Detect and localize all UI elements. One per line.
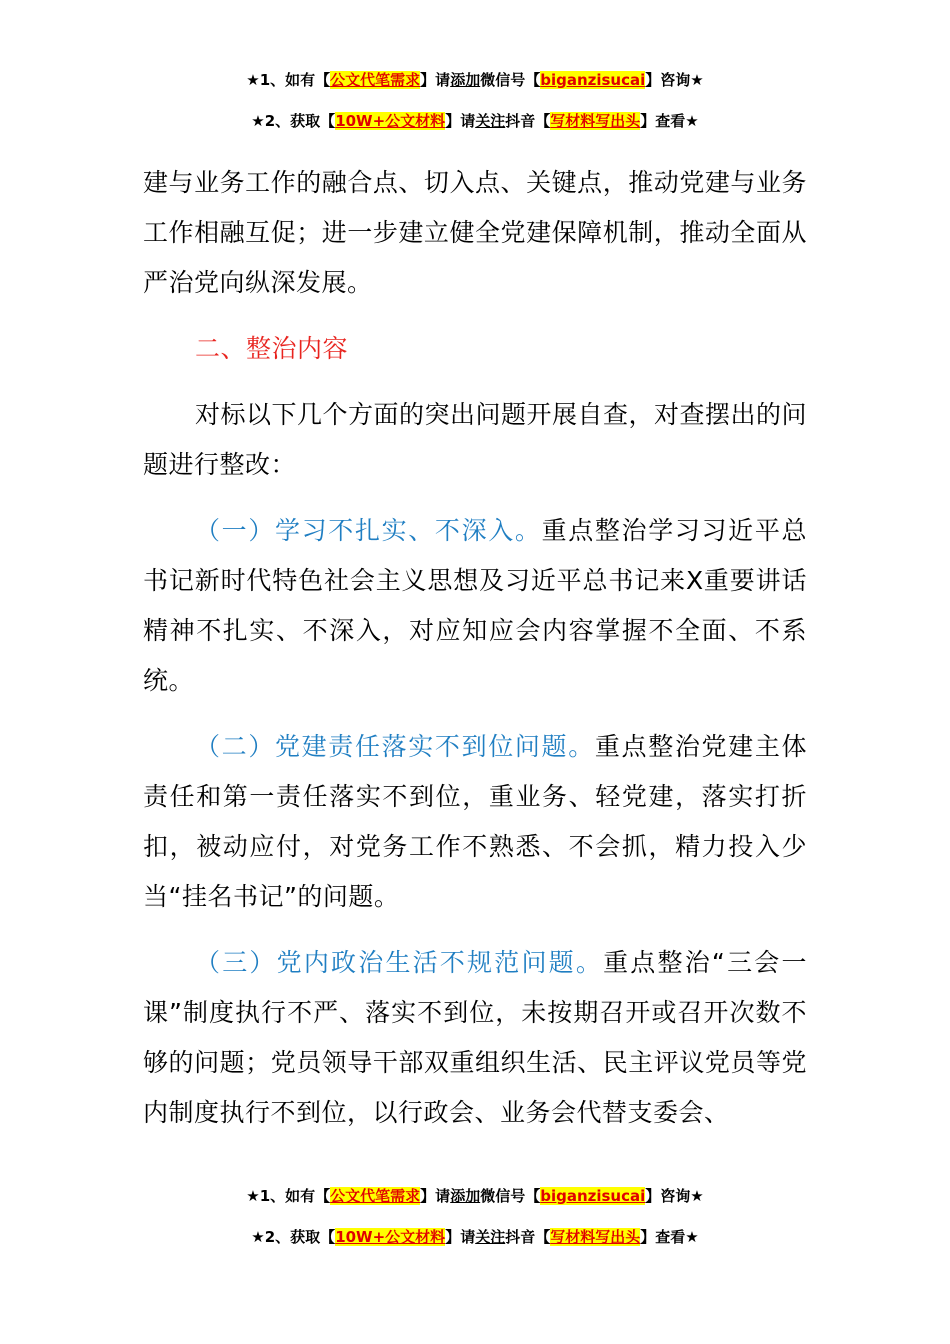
bottom-banner-line-2 — [0, 1227, 950, 1247]
list-item — [143, 938, 807, 1138]
paragraph-intro: 对标以下几个方面的突出问题开展自查，对查摆出的问题进行整改： — [143, 400, 808, 479]
item-title: （二）党建责任落实不到位问题。 — [195, 732, 595, 761]
banner-text: 抖音【 — [505, 1228, 551, 1246]
banner-highlight-ghostwriting: 公文代笔需求 — [330, 71, 421, 89]
banner-suffix: 】查看★ — [640, 1228, 699, 1246]
item-text: 重点整治“三会一课”制度执行不严、落实不到位，未按期召开或召开次数不够的问题；党员领导干部双重组织生活、民主评议党员等党内制度执行不到位，以行政会、业务会代替支委会、 — [143, 948, 807, 1127]
banner-highlight-materials: 10W+公文材料 — [335, 1228, 446, 1246]
banner-prefix: ★1、如有【 — [246, 71, 331, 89]
banner-highlight-ghostwriting: 公文代笔需求 — [330, 1187, 421, 1205]
banner-suffix: 】查看★ — [640, 112, 699, 130]
banner-text: 】请 — [445, 1228, 476, 1246]
section-heading: 二、整治内容 — [195, 334, 349, 363]
banner-suffix: 】咨询★ — [645, 71, 704, 89]
banner-text: 微信号【 — [480, 1187, 541, 1205]
banner-prefix: ★2、获取【 — [251, 1228, 336, 1246]
paragraph-continuation: 建与业务工作的融合点、切入点、关键点，推动党建与业务工作相融互促；进一步建立健全党建保障机制，推动全面从严治党向纵深发展。 — [143, 168, 807, 297]
banner-text: 】请 — [420, 71, 451, 89]
banner-highlight-douyin-account: 写材料写出头 — [550, 1228, 641, 1246]
bottom-banner-line-1 — [0, 1186, 950, 1206]
banner-suffix: 】咨询★ — [645, 1187, 704, 1205]
banner-prefix: ★1、如有【 — [246, 1187, 331, 1205]
banner-underlined-text: 关注 — [475, 112, 506, 130]
top-banner-line-2 — [0, 111, 950, 131]
top-banner-line-1 — [0, 70, 950, 90]
banner-underlined-text: 添加 — [450, 71, 481, 89]
banner-highlight-materials: 10W+公文材料 — [335, 112, 446, 130]
item-text: 重点整治学习习近平总书记新时代特色社会主义思想及习近平总书记来X重要讲话精神不扎实、不深入，对应知应会内容掌握不全面、不系统。 — [143, 516, 807, 695]
item-title: （一）学习不扎实、不深入。 — [195, 516, 542, 545]
banner-highlight-douyin-account: 写材料写出头 — [550, 112, 641, 130]
list-item — [143, 722, 807, 922]
item-title: （三）党内政治生活不规范问题。 — [195, 948, 604, 977]
banner-highlight-wechat-id: biganzisucai — [540, 71, 646, 89]
document-body — [143, 158, 807, 1138]
list-item — [143, 506, 807, 706]
banner-text: 微信号【 — [480, 71, 541, 89]
banner-text: 】请 — [420, 1187, 451, 1205]
banner-underlined-text: 添加 — [450, 1187, 481, 1205]
item-text: 重点整治党建主体责任和第一责任落实不到位，重业务、轻党建，落实打折扣，被动应付，对党务工作不熟悉、不会抓，精力投入少当“挂名书记”的问题。 — [143, 732, 807, 911]
banner-highlight-wechat-id: biganzisucai — [540, 1187, 646, 1205]
banner-text: 抖音【 — [505, 112, 551, 130]
banner-text: 】请 — [445, 112, 476, 130]
banner-prefix: ★2、获取【 — [251, 112, 336, 130]
banner-underlined-text: 关注 — [475, 1228, 506, 1246]
